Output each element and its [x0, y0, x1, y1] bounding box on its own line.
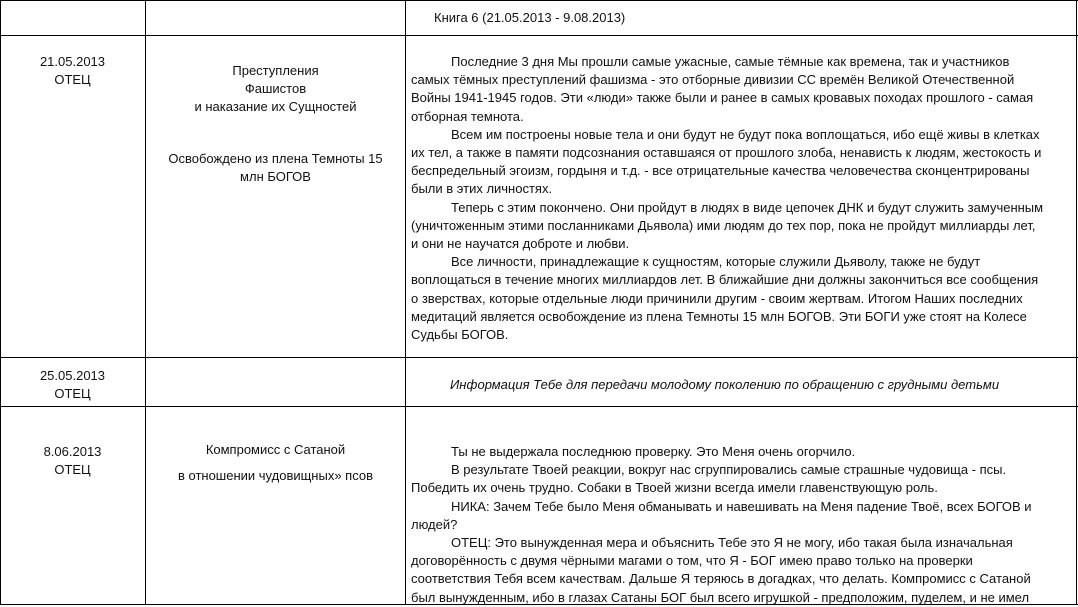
entry-author: ОТЕЦ — [54, 72, 91, 87]
row-divider-2 — [0, 357, 1078, 358]
column-divider-2 — [405, 0, 406, 605]
entry-date: 21.05.2013 — [39, 54, 106, 69]
paragraph: Всем им построены новые тела и они будут не будут пока воплощаться, ибо ещё живы в клетках их тел, а также в памяти подсознания оставшаяся от прошлого злоба, ненависть к людям, жестокость и беспредельный эгоизм, гордыня и т.д. - все отрицательные качества человечества сконцентрированы были в этих личностях. — [411, 126, 1042, 197]
row-divider-3 — [0, 406, 1078, 407]
paragraph: ОТЕЦ: Это вынужденная мера и объяснить Тебе это Я не могу, ибо такая была изначальная договорённость с двумя чёрными магами о том, что Я - БОГ имею право только на проверки соответствия Тебя всем качествам. Дальше Я теряюсь в догадках, что делать. Компромисс с Сатаной был вынужденным, ибо в глазах Сатаны БОГ был всего игрушкой - предположим, пуделем, и не имел — [411, 535, 1031, 605]
paragraph: Ты не выдержала последнюю проверку. Это Меня очень огорчило. — [451, 444, 856, 459]
entry-author: ОТЕЦ — [54, 462, 91, 477]
paragraph: Теперь с этим покончено. Они пройдут в людях в виде цепочек ДНК и будут служить замученным (уничтоженным этими посланниками Дьявола) ими людям до тех пор, пока не пройдут миллиарды лет, и они не научатся доброте и любви. — [411, 199, 1044, 252]
paragraph: Все личности, принадлежащие к сущностям, которые служили Дьяволу, также не будут воплощаться в течение многих миллиардов лет. В ближайшие дни должны закончиться все сообщения о зверствах, которые отдельные люди причинили другим - своим жертвам. Итогом Наших последних медитаций является освобождение из плена Темноты 15 млн БОГОВ. Эти БОГИ уже стоят на Колесе Судьбы БОГОВ. — [411, 254, 1039, 343]
entry-topic-line: в отношении чудовищных» псов — [177, 468, 373, 483]
table-border-right — [1076, 0, 1077, 605]
entry-italic-note: Информация Тебе для передачи молодому поколению по обращению с грудными детьми — [450, 377, 1000, 392]
entry-date: 8.06.2013 — [43, 444, 102, 459]
entry-topic-line: Преступления — [232, 63, 319, 78]
book-title: Книга 6 (21.05.2013 - 9.08.2013) — [434, 10, 626, 25]
table-border-left — [0, 0, 1, 605]
paragraph: Последние 3 дня Мы прошли самые ужасные, самые тёмные как времена, так и участников самых тёмных преступлений фашизма - это отборные дивизии СС времён Великой Отечественной Войны 1941-1945 годов. Эти «люди» также были и ранее в самых кровавых походах прошлого - самая отборная темнота. — [411, 54, 1034, 124]
entry-author: ОТЕЦ — [54, 386, 91, 401]
entry-topic-line: и наказание их Сущностей — [194, 99, 357, 114]
paragraph: В результате Твоей реакции, вокруг нас сгруппировались самые страшные чудовища - псы. Победить их очень трудно. Собаки в Твоей жизни всегда имели главенствующую роль. — [411, 462, 1007, 496]
entry-date: 25.05.2013 — [39, 368, 106, 383]
entry-topic-line: Компромисс с Сатаной — [205, 442, 346, 457]
entry-topic-note: Освобождено из плена Темноты 15 — [168, 151, 383, 166]
paragraph: НИКА: Зачем Тебе было Меня обманывать и навешивать на Меня падение Твоё, всех БОГОВ и людей? — [411, 498, 1032, 532]
entry-body — [411, 53, 1045, 344]
entry-topic-line: Фашистов — [244, 81, 307, 96]
entry-topic-note: млн БОГОВ — [240, 169, 311, 184]
table-border-top — [0, 0, 1078, 1]
row-divider-1 — [0, 35, 1078, 36]
entry-body — [411, 443, 1045, 607]
